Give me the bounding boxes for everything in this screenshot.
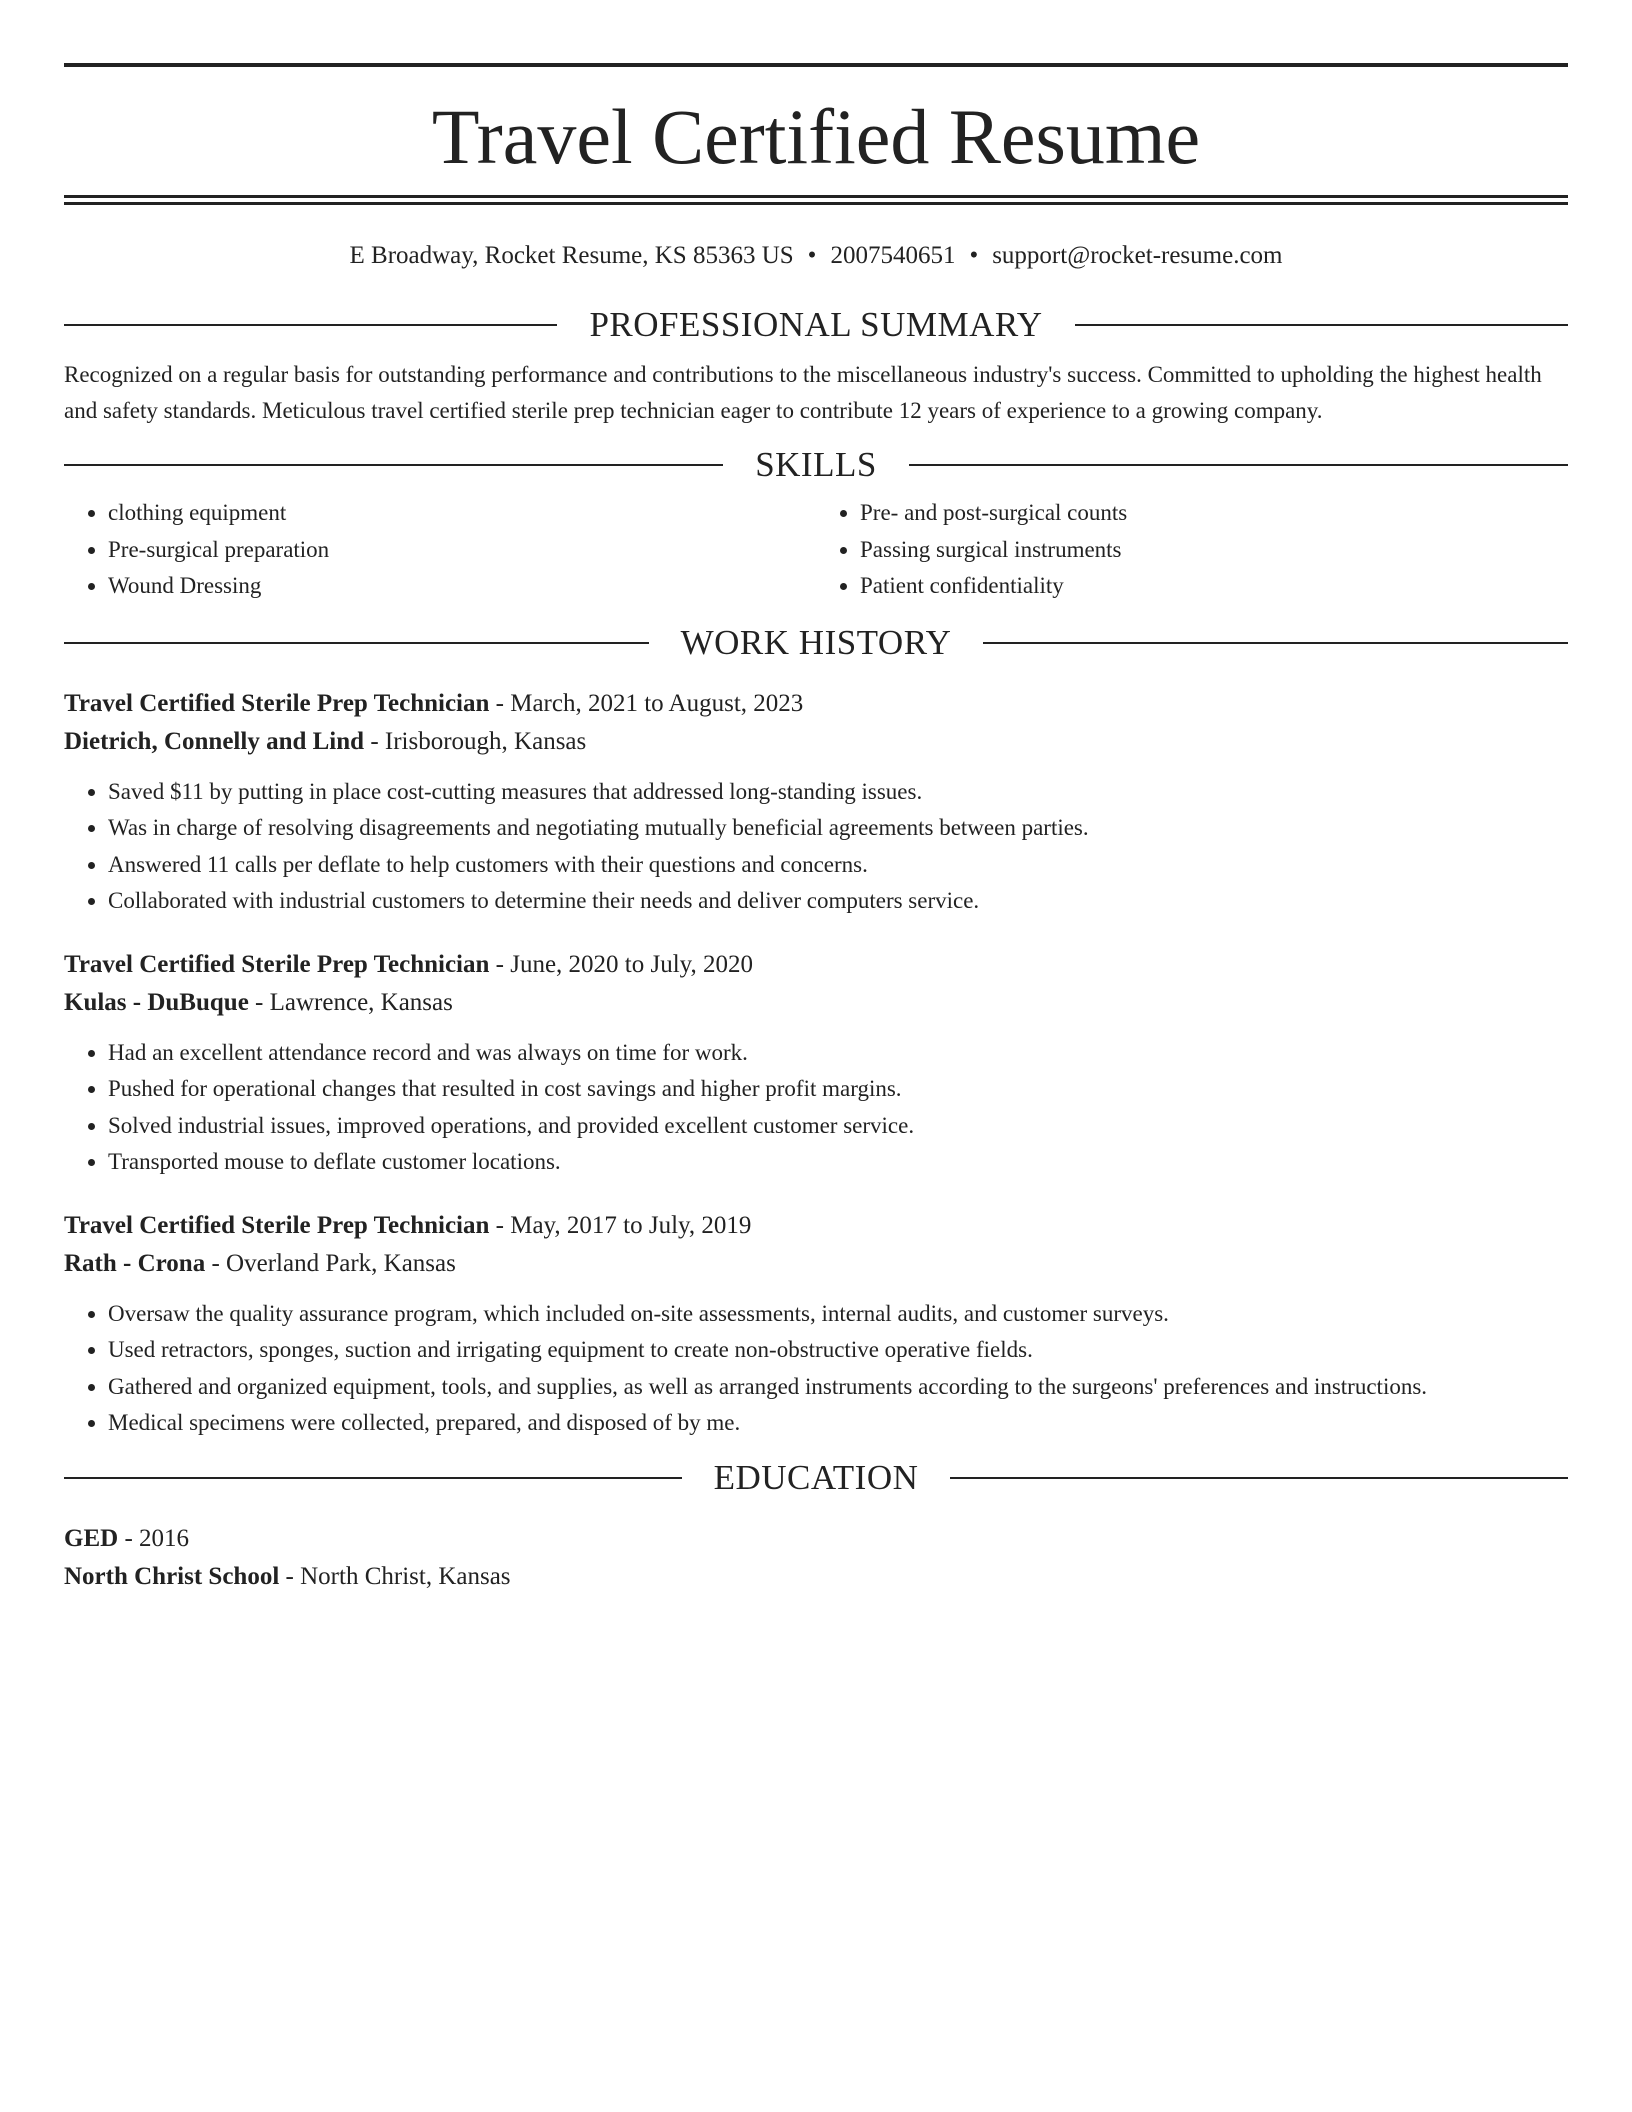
- dash: -: [124, 1524, 133, 1552]
- heading-rule: [64, 642, 649, 644]
- job-title-line: [64, 1207, 1568, 1245]
- job-title: Travel Certified Sterile Prep Technician: [64, 1211, 490, 1239]
- job-bullet: • Used retractors, sponges, suction and irrigating equipment to create non-obstructive operative fields.: [108, 1332, 1568, 1369]
- dash: -: [495, 950, 504, 978]
- summary-text: Recognized on a regular basis for outstanding performance and contributions to the miscellaneous industry's success. Committed to upholding the highest health and safety standards. Meticulous travel certified sterile prep technician eager to contribute 12 years of experience to a growing company.: [64, 362, 1542, 423]
- dash: -: [255, 988, 264, 1016]
- title-double-rule: [64, 195, 1568, 198]
- section-title: EDUCATION: [713, 1457, 919, 1497]
- job-bullet: • Had an excellent attendance record and was always on time for work.: [108, 1035, 1568, 1072]
- job-dates: March, 2021 to August, 2023: [510, 689, 804, 717]
- job-bullets: [64, 1296, 1568, 1442]
- heading-rule: [950, 1477, 1568, 1479]
- contact-line: [64, 241, 1568, 271]
- job-bullet: • Medical specimens were collected, prepared, and disposed of by me.: [108, 1405, 1568, 1442]
- job-entry: [64, 946, 1568, 1181]
- section-title: SKILLS: [755, 445, 877, 484]
- education-year: 2016: [139, 1524, 190, 1552]
- education-school: North Christ School: [64, 1562, 280, 1590]
- dash: -: [285, 1562, 294, 1590]
- resume-title: Travel Certified Resume: [431, 93, 1201, 180]
- job-company: Rath - Crona: [64, 1249, 206, 1277]
- job-bullet: • Pushed for operational changes that resulted in cost savings and higher profit margins.: [108, 1071, 1568, 1108]
- job-company-line: [64, 1245, 1568, 1283]
- dash: -: [495, 1211, 504, 1239]
- job-bullet: • Oversaw the quality assurance program, which included on-site assessments, internal audits, and customer surveys.: [108, 1296, 1568, 1333]
- skill-item: • Pre-surgical preparation: [108, 532, 816, 569]
- contact-address: E Broadway, Rocket Resume, KS 85363 US: [349, 242, 794, 269]
- contact-separator: •: [807, 242, 817, 269]
- job-title: Travel Certified Sterile Prep Technician: [64, 689, 490, 717]
- top-rule: [64, 63, 1568, 67]
- heading-rule: [909, 464, 1568, 466]
- job-entry: [64, 685, 1568, 920]
- job-company: Kulas - DuBuque: [64, 988, 249, 1016]
- dash: -: [211, 1249, 220, 1277]
- heading-rule: [64, 464, 723, 466]
- contact-email: support@rocket-resume.com: [992, 242, 1283, 269]
- job-bullet: • Answered 11 calls per deflate to help customers with their questions and concerns.: [108, 847, 1568, 884]
- skill-item: • Passing surgical instruments: [860, 532, 1568, 569]
- section-heading-work-history: [64, 623, 1568, 663]
- section-heading-skills: [64, 445, 1568, 485]
- dash: -: [495, 689, 504, 717]
- job-entry: [64, 1207, 1568, 1442]
- education-degree: GED: [64, 1524, 119, 1552]
- job-location: Overland Park, Kansas: [226, 1249, 456, 1277]
- skills-column-left: [64, 495, 816, 605]
- section-title: WORK HISTORY: [680, 622, 952, 662]
- contact-separator: •: [969, 242, 979, 269]
- job-company: Dietrich, Connelly and Lind: [64, 727, 365, 755]
- education-degree-line: [64, 1520, 1568, 1558]
- job-title: Travel Certified Sterile Prep Technician: [64, 950, 490, 978]
- skill-item: • clothing equipment: [108, 495, 816, 532]
- job-bullet: • Solved industrial issues, improved operations, and provided excellent customer service.: [108, 1108, 1568, 1145]
- dash: -: [370, 727, 379, 755]
- job-bullet: • Gathered and organized equipment, tools, and supplies, as well as arranged instruments according to the surgeons' preferences and instructions.: [108, 1369, 1568, 1406]
- contact-phone: 2007540651: [830, 242, 956, 269]
- job-title-line: [64, 685, 1568, 723]
- skills-column-right: [816, 495, 1568, 605]
- heading-rule: [64, 1477, 682, 1479]
- education-location: North Christ, Kansas: [300, 1562, 511, 1590]
- job-location: Irisborough, Kansas: [384, 727, 587, 755]
- job-location: Lawrence, Kansas: [269, 988, 453, 1016]
- job-title-line: [64, 946, 1568, 984]
- job-dates: June, 2020 to July, 2020: [510, 950, 754, 978]
- heading-rule: [983, 642, 1568, 644]
- job-company-line: [64, 984, 1568, 1022]
- resume-page: [64, 0, 1568, 1596]
- heading-rule: [64, 324, 557, 326]
- job-company-line: [64, 723, 1568, 761]
- skill-item: • Pre- and post-surgical counts: [860, 495, 1568, 532]
- section-title: PROFESSIONAL SUMMARY: [589, 305, 1043, 344]
- job-bullet: • Was in charge of resolving disagreements and negotiating mutually beneficial agreements between parties.: [108, 810, 1568, 847]
- section-heading-education: [64, 1458, 1568, 1498]
- education-school-line: [64, 1558, 1568, 1596]
- job-bullet: • Transported mouse to deflate customer locations.: [108, 1144, 1568, 1181]
- job-dates: May, 2017 to July, 2019: [510, 1211, 752, 1239]
- skills-list: [64, 495, 1568, 605]
- skill-item: • Patient confidentiality: [860, 568, 1568, 605]
- job-bullets: [64, 1035, 1568, 1181]
- education-entry: [64, 1520, 1568, 1596]
- job-bullets: [64, 774, 1568, 920]
- skill-item: • Wound Dressing: [108, 568, 816, 605]
- job-bullet: • Collaborated with industrial customers to determine their needs and deliver computers service.: [108, 883, 1568, 920]
- heading-rule: [1075, 324, 1568, 326]
- section-heading-summary: [64, 305, 1568, 345]
- job-bullet: • Saved $11 by putting in place cost-cutting measures that addressed long-standing issues.: [108, 774, 1568, 811]
